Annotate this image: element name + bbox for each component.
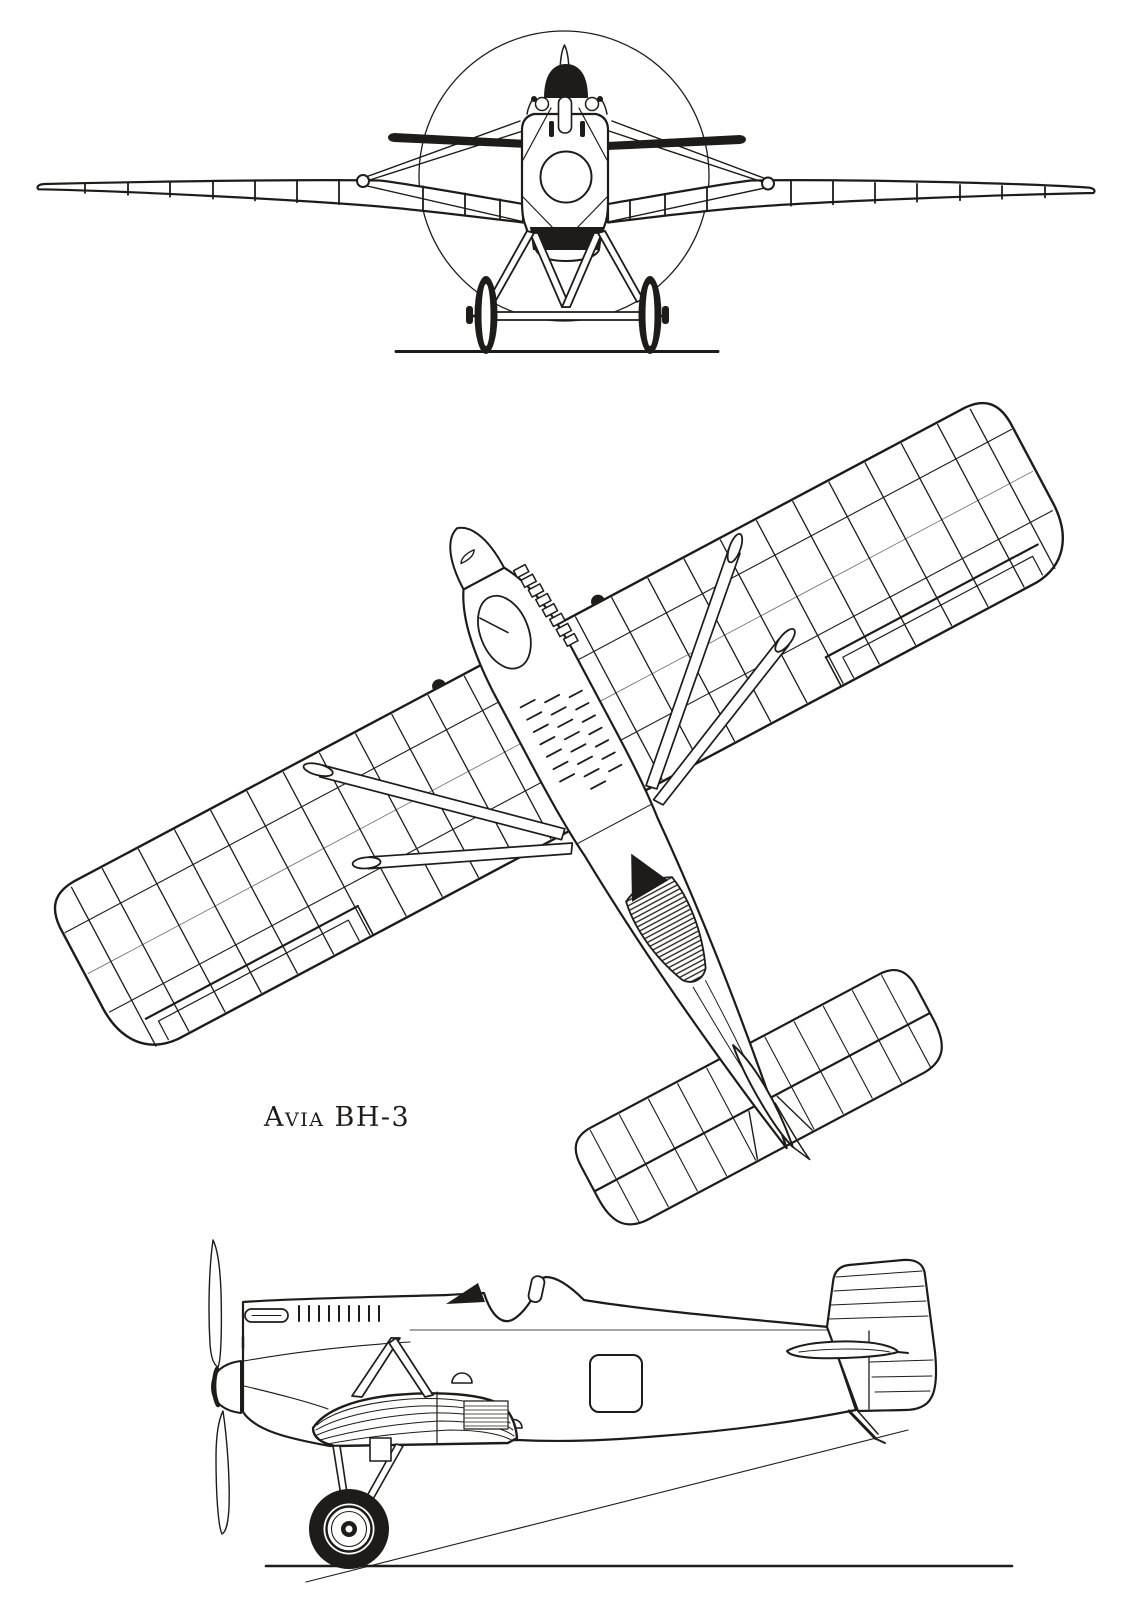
front-view (37, 31, 1094, 354)
front-left-wing (37, 180, 523, 223)
front-right-wheel (639, 276, 670, 354)
caption (264, 1102, 410, 1133)
front-right-wing (608, 180, 1095, 222)
plan-view (0, 276, 1133, 1420)
side-landing-gear (309, 1438, 403, 1569)
front-fuselage (522, 45, 608, 233)
wire-fitting-left (357, 175, 369, 187)
engine-cowl-cap (544, 64, 588, 98)
side-windscreen (446, 1283, 485, 1304)
side-view (209, 1240, 1012, 1582)
wire-fitting-right (762, 178, 774, 190)
caption-text: Avia BH-3 (264, 1102, 411, 1133)
side-propeller (209, 1240, 241, 1534)
side-wheel (309, 1489, 389, 1569)
axle (477, 312, 655, 320)
